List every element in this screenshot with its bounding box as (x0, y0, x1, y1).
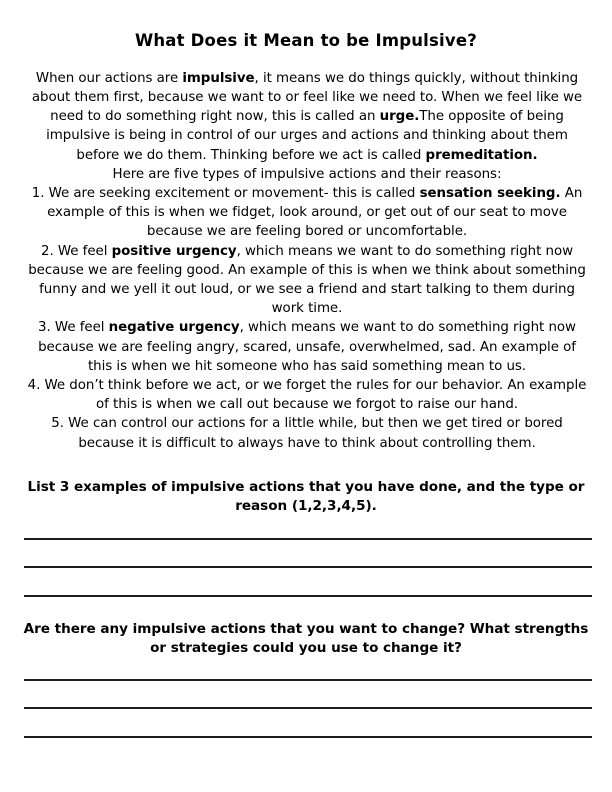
impulsive-type-item-2 (24, 242, 590, 319)
text-run: 4. We don’t think before we act, or we forget the rules for our behavior. An example of this is when we call out because we forgot to raise our hand. (27, 378, 587, 413)
impulsive-type-item-1 (24, 184, 590, 242)
impulsive-type-item-5 (24, 414, 590, 452)
page-title: What Does it Mean to be Impulsive? (134, 31, 478, 50)
question-prompt-1: List 3 examples of impulsive actions that you have done, and the type or reason (1,2,3,4,5). (27, 478, 585, 515)
answer-lines-group-2 (0, 679, 612, 738)
text-run: 1. We are seeking excitement or movement- this is called (31, 186, 420, 202)
emphasized-term: premeditation. (425, 147, 538, 163)
text-run: 2. We feel (40, 243, 112, 259)
emphasized-term: sensation seeking. (419, 186, 561, 202)
worksheet-body (0, 69, 612, 453)
text-run: 5. We can control our actions for a little while, but then we get tired or bored because it is difficult to always have to think about controlling them. (51, 416, 563, 451)
impulsive-type-item-4 (24, 376, 590, 414)
answer-lines-group-1 (0, 538, 612, 597)
list-lead-in: Here are five types of impulsive actions and their reasons: (112, 166, 502, 182)
answer-write-line[interactable] (24, 538, 592, 540)
intro-paragraph (24, 69, 590, 165)
text-run: An example of this is when we fidget, look around, or get out of our seat to move because we are feeling bored or uncomfortable. (47, 186, 583, 240)
answer-write-line[interactable] (24, 595, 592, 597)
emphasized-term: negative urgency (108, 320, 240, 336)
text-run: 3. We feel (38, 320, 109, 336)
text-run: , it means we do things quickly, without thinking about them first, because we want to or feel like we need to. When we feel like we need to do something right now, this is called an (31, 70, 583, 125)
answer-write-line[interactable] (24, 679, 592, 681)
impulsive-type-item-3 (24, 318, 590, 376)
emphasized-term: urge. (379, 109, 420, 125)
answer-write-line[interactable] (24, 566, 592, 568)
emphasized-term: positive urgency (111, 243, 237, 259)
text-run: , which means we want to do something right now because we are feeling good. An example of this is when we think about something funny and we yell it out loud, or we see a friend and start talking to them during work time. (28, 243, 586, 317)
answer-write-line[interactable] (24, 707, 592, 709)
emphasized-term: impulsive (182, 70, 255, 86)
answer-write-line[interactable] (24, 736, 592, 738)
text-run: The opposite of being impulsive is being in control of our urges and actions and thinking about them before we do them. Thinking before we act is called (46, 109, 568, 163)
text-run: When our actions are (35, 70, 183, 86)
text-run: , which means we want to do something right now because we are feeling angry, scared, unsafe, overwhelmed, sad. An example of this is when we hit someone who has said something mean to us. (38, 320, 576, 374)
question-prompt-2: Are there any impulsive actions that you want to change? What strengths or strategies could you use to change it? (23, 620, 589, 657)
